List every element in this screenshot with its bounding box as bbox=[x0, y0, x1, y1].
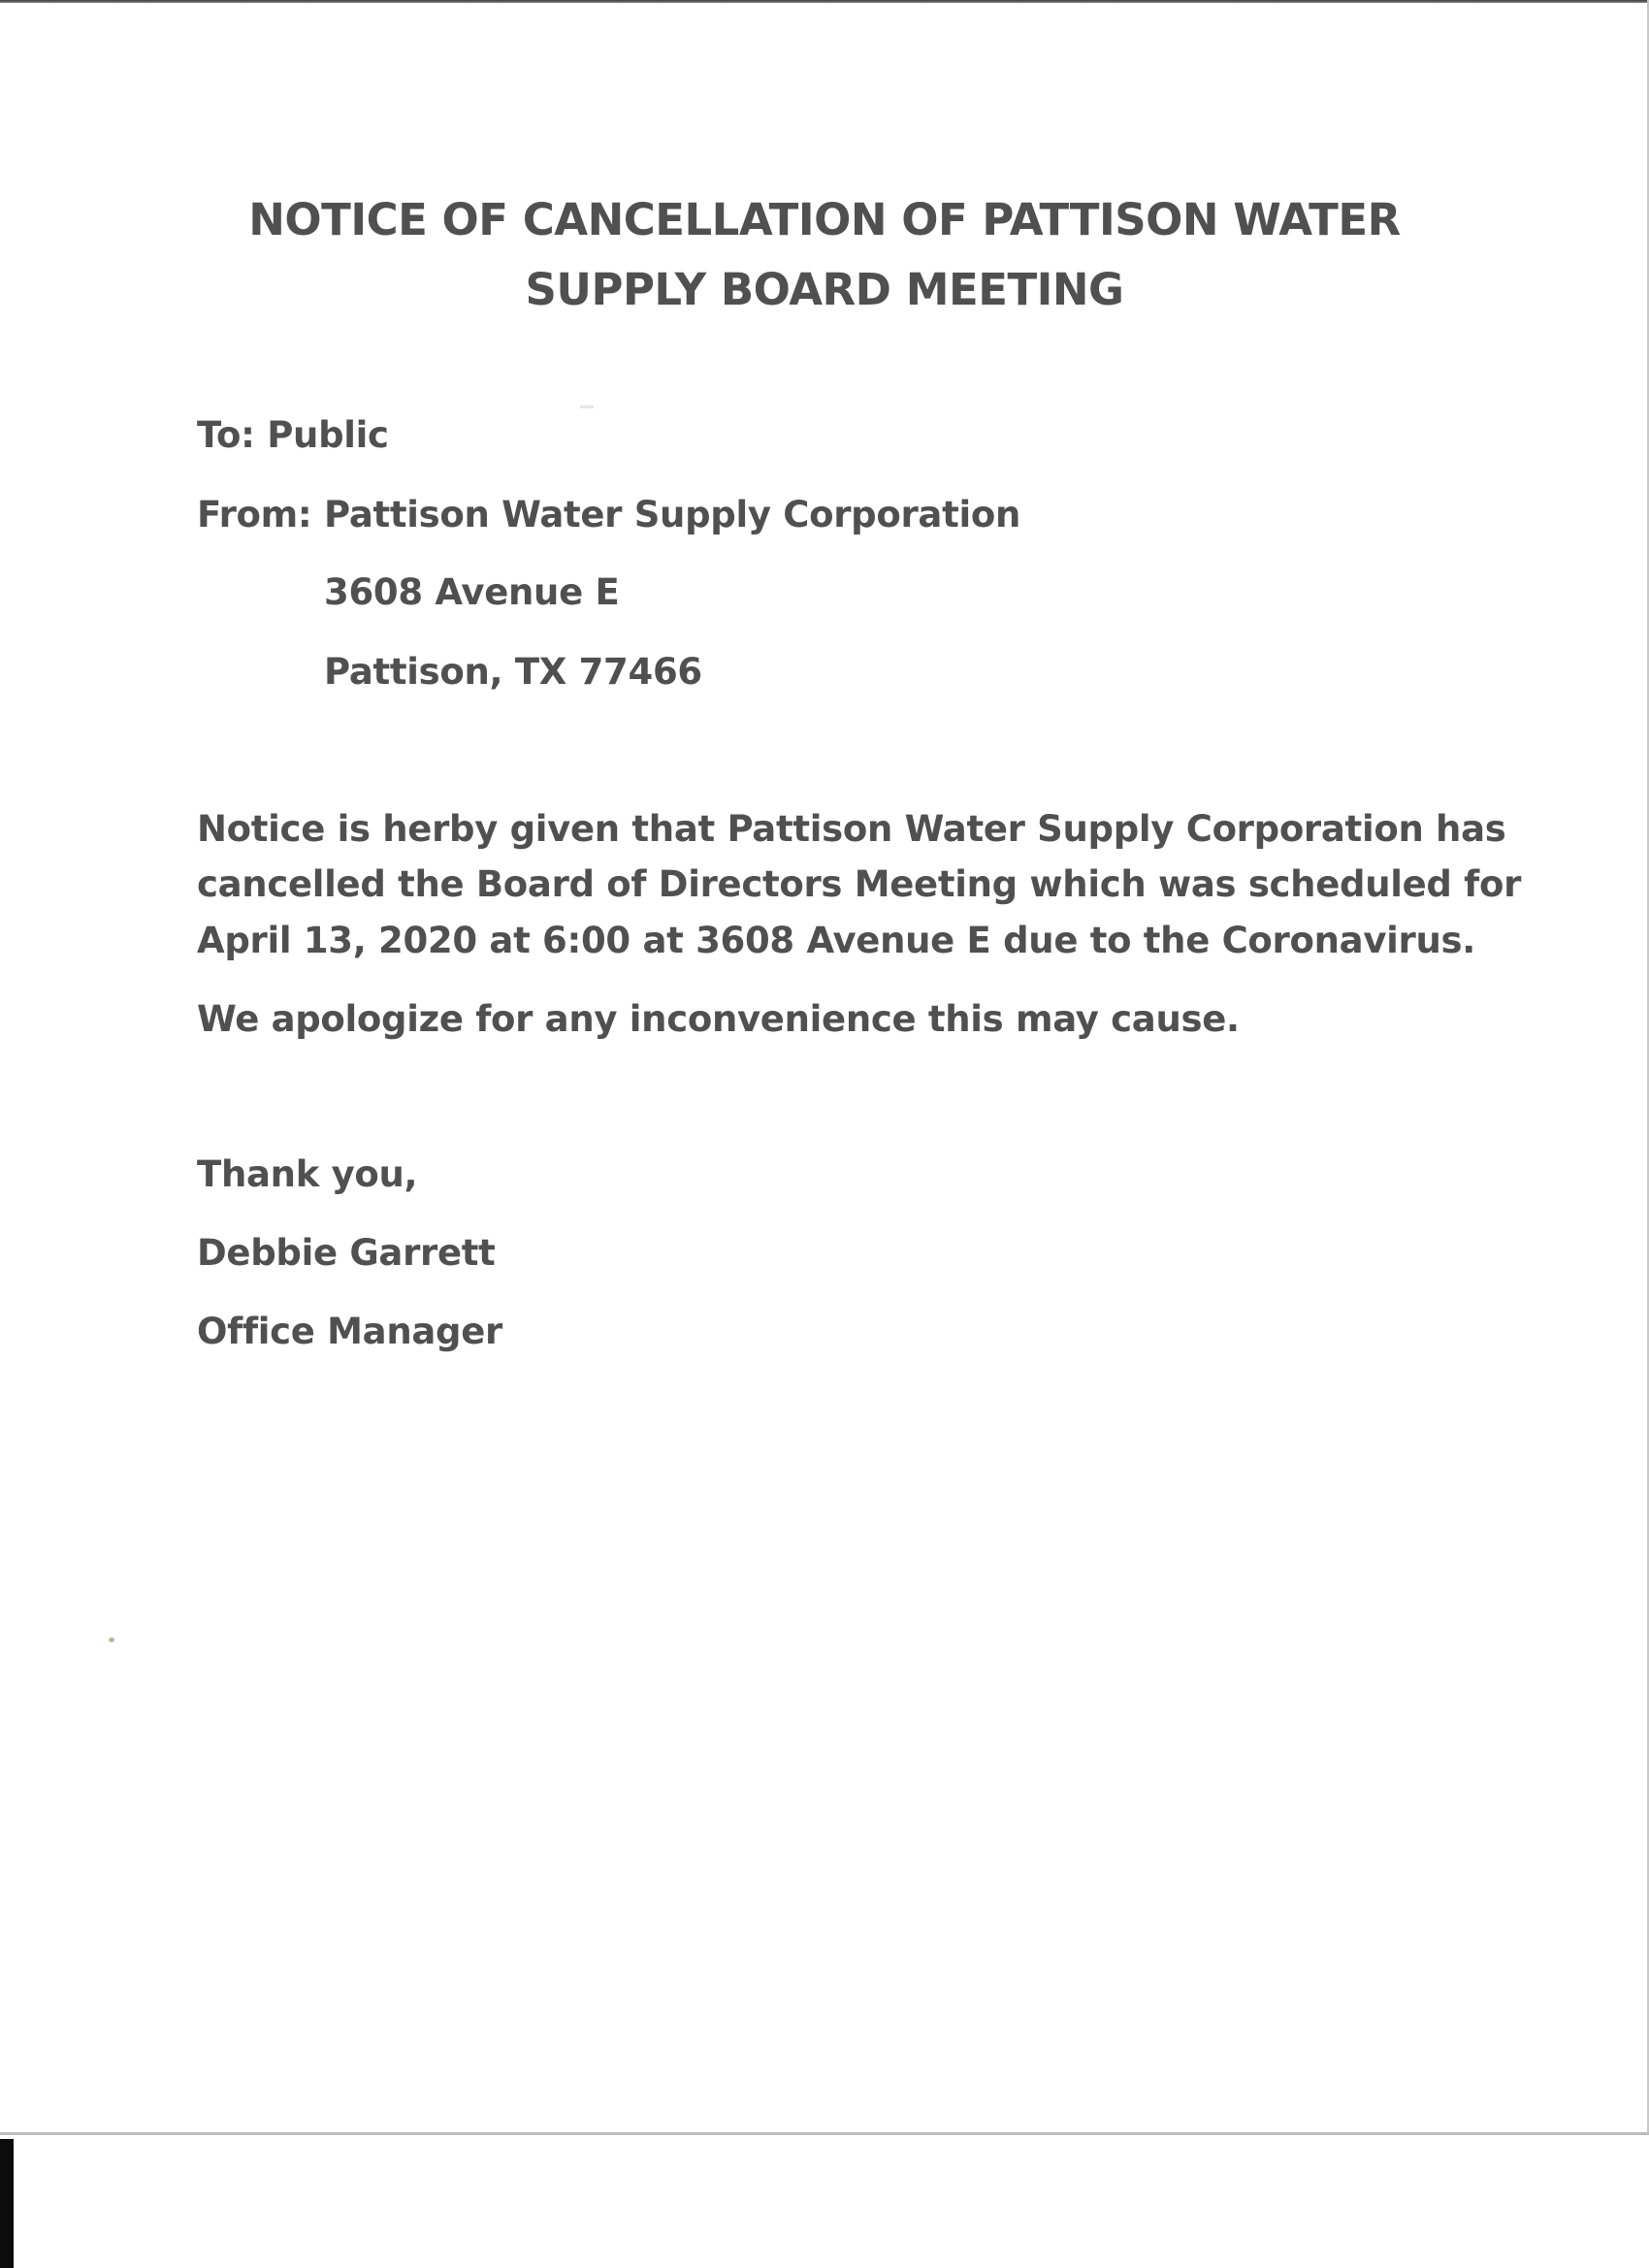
from-line: From: Pattison Water Supply Corporation bbox=[197, 494, 1021, 535]
address-city: Pattison, TX 77466 bbox=[324, 651, 702, 693]
address-street: 3608 Avenue E bbox=[324, 571, 620, 613]
scan-shadow-bar bbox=[0, 2139, 14, 2268]
notice-body-line-1: Notice is herby given that Pattison Water Supply Corporation has bbox=[197, 808, 1506, 850]
notice-title-line-2: SUPPLY BOARD MEETING bbox=[525, 264, 1124, 315]
signatory-name: Debbie Garrett bbox=[197, 1232, 496, 1274]
signatory-title: Office Manager bbox=[197, 1311, 502, 1352]
to-line: To: Public bbox=[197, 414, 389, 456]
apology-line: We apologize for any inconvenience this may cause. bbox=[197, 998, 1240, 1040]
closing-salutation: Thank you, bbox=[197, 1153, 418, 1195]
scan-speck bbox=[109, 1637, 114, 1642]
scan-speck bbox=[580, 405, 594, 408]
scan-page-edge bbox=[0, 2132, 1649, 2135]
scan-top-edge bbox=[0, 0, 1649, 3]
notice-body-line-3: April 13, 2020 at 6:00 at 3608 Avenue E due to the Coronavirus. bbox=[197, 920, 1475, 961]
notice-body-line-2: cancelled the Board of Directors Meeting which was scheduled for bbox=[197, 863, 1522, 905]
notice-title-line-1: NOTICE OF CANCELLATION OF PATTISON WATER bbox=[248, 194, 1401, 245]
